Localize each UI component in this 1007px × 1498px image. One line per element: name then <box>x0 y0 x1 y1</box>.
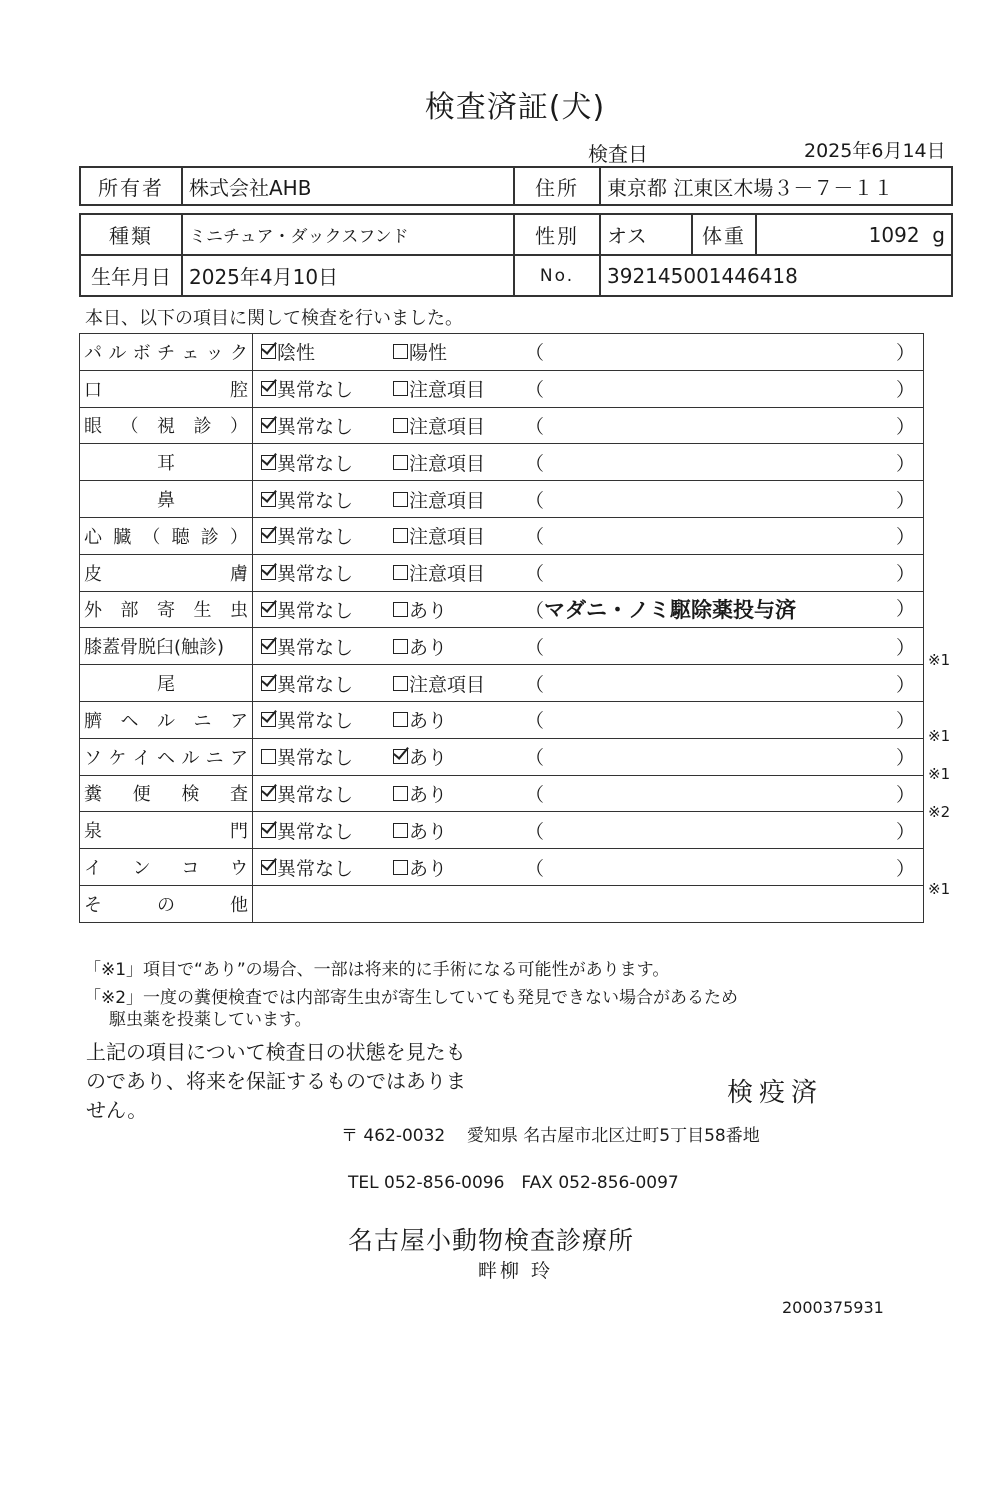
checkbox-icon[interactable] <box>393 712 408 727</box>
remarks-open: （ <box>525 489 545 512</box>
checkbox-icon[interactable] <box>393 823 408 838</box>
checkbox-icon[interactable] <box>393 381 408 396</box>
remarks-open: （ <box>525 820 545 843</box>
remarks-close: ） <box>895 379 915 402</box>
option-abnormal[interactable] <box>393 596 525 623</box>
option-normal-label: 異常なし <box>277 783 354 806</box>
option-abnormal-label: 注意項目 <box>409 673 486 696</box>
checkbox-icon[interactable] <box>393 860 408 875</box>
option-normal-label: 異常なし <box>277 636 354 659</box>
inspection-item-name <box>80 775 253 812</box>
remarks-close: ） <box>895 598 915 621</box>
remarks-close: ） <box>895 415 915 438</box>
inspection-item-name <box>80 665 253 702</box>
inspection-item-label: 糞 便 検 査 <box>84 784 248 806</box>
birth-value: 2025年4月10日 <box>182 255 514 296</box>
option-normal-label: 異常なし <box>277 820 354 843</box>
inspection-result <box>253 812 924 849</box>
inspection-item-label: パ ル ボ チ ェ ッ ク <box>84 342 248 364</box>
option-normal-label: 異常なし <box>277 710 354 733</box>
option-normal[interactable] <box>253 854 393 881</box>
option-abnormal[interactable] <box>393 486 525 513</box>
inspection-row-other <box>80 885 924 922</box>
remarks <box>525 449 923 476</box>
remarks-close: ） <box>895 783 915 806</box>
remarks <box>525 338 923 365</box>
inspection-item-name <box>80 812 253 849</box>
checkbox-icon[interactable] <box>393 492 408 507</box>
option-normal[interactable] <box>253 706 393 733</box>
inspection-result <box>253 370 924 407</box>
remarks-open: （ <box>525 747 545 770</box>
option-abnormal-label: 注意項目 <box>409 489 486 512</box>
remarks-open: （ <box>525 563 545 586</box>
option-normal[interactable] <box>253 780 393 807</box>
option-normal-label: 異常なし <box>277 747 354 770</box>
checkbox-icon[interactable] <box>261 381 276 396</box>
remarks <box>525 817 923 844</box>
option-normal-label: 異常なし <box>277 673 354 696</box>
option-abnormal[interactable] <box>393 522 525 549</box>
checkbox-icon[interactable] <box>261 823 276 838</box>
option-abnormal-label: あり <box>409 599 448 622</box>
inspection-result <box>253 628 924 665</box>
clinic-address: 愛知県 名古屋市北区辻町5丁目58番地 <box>466 1126 760 1146</box>
remarks <box>525 412 923 439</box>
page-title: 検査済証(犬) <box>424 90 606 125</box>
inspection-item-label: 心 臓 （ 聴 診 ） <box>84 526 248 548</box>
checkbox-icon[interactable] <box>261 749 276 764</box>
option-abnormal[interactable] <box>393 375 525 402</box>
option-abnormal-label: 注意項目 <box>409 379 486 402</box>
option-normal[interactable] <box>253 338 393 365</box>
remarks-close: ） <box>895 636 915 659</box>
remarks <box>525 670 923 697</box>
inspection-item-label: 皮 膚 <box>84 563 248 585</box>
inspection-item-name <box>80 738 253 775</box>
remarks-close: ） <box>895 452 915 475</box>
owner-value: 株式会社AHB <box>182 167 514 205</box>
option-abnormal-label: あり <box>409 636 448 659</box>
option-normal-label: 異常なし <box>277 379 354 402</box>
inspection-item-name <box>80 554 253 591</box>
option-normal[interactable] <box>253 412 393 439</box>
option-normal[interactable] <box>253 375 393 402</box>
option-abnormal[interactable] <box>393 633 525 660</box>
inspection-result <box>253 444 924 481</box>
inspection-row <box>80 481 924 518</box>
inspection-item-label: 外 部 寄 生 虫 <box>84 600 248 622</box>
inspection-item-name <box>80 444 253 481</box>
inspection-item-label: 眼 （ 視 診 ） <box>84 416 248 438</box>
inspection-result <box>253 701 924 738</box>
inspection-row <box>80 701 924 738</box>
remarks-open: （ <box>525 452 545 475</box>
exam-date: 2025年6月14日 <box>804 140 946 162</box>
inspection-result <box>253 334 924 371</box>
inspection-result <box>253 407 924 444</box>
footnote-2-line2: 駆虫薬を投薬しています。 <box>109 1010 312 1030</box>
checkbox-icon[interactable] <box>261 344 276 359</box>
no-value: 392145001446418 <box>600 255 952 296</box>
option-abnormal[interactable] <box>393 338 525 365</box>
pet-table <box>79 213 953 297</box>
remarks-text: マダニ・ノミ駆除薬投与済 <box>544 598 797 623</box>
footnote-1: 「※1」項目で“あり”の場合、一部は将来的に手術になる可能性があります。 <box>84 960 670 980</box>
weight-label: 体重 <box>692 214 756 255</box>
checkbox-icon[interactable] <box>261 418 276 433</box>
inspection-row <box>80 444 924 481</box>
option-abnormal[interactable] <box>393 780 525 807</box>
remarks-open: （ <box>525 673 545 696</box>
inspection-row <box>80 334 924 371</box>
remarks-close: ） <box>895 526 915 549</box>
veterinarian-name: 畔柳 玲 <box>478 1260 554 1282</box>
inspection-item-label: 口 腔 <box>84 379 248 401</box>
option-normal-label: 異常なし <box>277 489 354 512</box>
checkbox-icon[interactable] <box>393 639 408 654</box>
remarks-open: （ <box>525 526 545 549</box>
remarks-close: ） <box>895 710 915 733</box>
inspection-item-label: 臍 ヘ ル ニ ア <box>84 710 248 732</box>
checkbox-icon[interactable] <box>261 712 276 727</box>
inspection-item-label: 鼻 <box>157 490 175 512</box>
inspection-item-name <box>80 334 253 371</box>
clinic-name: 名古屋小動物検査診療所 <box>348 1226 635 1255</box>
checkbox-icon[interactable] <box>393 786 408 801</box>
intro-text: 本日、以下の項目に関して検査を行いました。 <box>85 308 463 329</box>
checkbox-icon[interactable] <box>393 418 408 433</box>
option-normal[interactable] <box>253 743 393 770</box>
inspection-result <box>253 665 924 702</box>
clinic-tel-fax: TEL 052-856-0096 FAX 052-856-0097 <box>348 1173 679 1193</box>
option-abnormal[interactable] <box>393 559 525 586</box>
no-label: No. <box>514 255 600 296</box>
other-value[interactable] <box>253 885 924 922</box>
inspection-item-name <box>80 517 253 554</box>
footnote-2-line1: 「※2」一度の糞便検査では内部寄生虫が寄生していても発見できない場合があるため <box>84 988 739 1008</box>
inspection-row <box>80 370 924 407</box>
remarks-close: ） <box>895 857 915 880</box>
inspection-item-label: 耳 <box>157 453 175 475</box>
option-abnormal[interactable] <box>393 670 525 697</box>
option-abnormal-label: あり <box>409 710 448 733</box>
remarks-open: （ <box>525 415 545 438</box>
inspection-item-name <box>80 849 253 886</box>
inspection-item-label: 泉 門 <box>84 821 248 843</box>
inspection-row <box>80 738 924 775</box>
option-normal[interactable] <box>253 817 393 844</box>
inspection-row <box>80 517 924 554</box>
checkbox-icon[interactable] <box>261 565 276 580</box>
option-abnormal-label: 注意項目 <box>409 452 486 475</box>
option-abnormal-label: 注意項目 <box>409 526 486 549</box>
option-abnormal-label: 注意項目 <box>409 563 486 586</box>
birth-label: 生年月日 <box>80 255 182 296</box>
checkbox-icon[interactable] <box>261 455 276 470</box>
inspection-row <box>80 628 924 665</box>
option-normal-label: 異常なし <box>277 415 354 438</box>
address-label: 住所 <box>514 167 600 205</box>
remarks-close: ） <box>895 563 915 586</box>
owner-label: 所有者 <box>80 167 182 205</box>
inspection-result <box>253 738 924 775</box>
remarks-close: ） <box>895 342 915 365</box>
inspection-item-label: 膝蓋骨脱臼(触診) <box>84 637 225 659</box>
option-normal-label: 異常なし <box>277 526 354 549</box>
remarks-close: ） <box>895 820 915 843</box>
other-label: そ の 他 <box>84 894 248 916</box>
inspection-item-name <box>80 628 253 665</box>
breed-value: ミニチュア・ダックスフンド <box>182 214 514 255</box>
remarks <box>525 743 923 770</box>
option-abnormal[interactable] <box>393 743 525 770</box>
inspection-table <box>79 333 924 923</box>
footnote-mark: ※2 <box>928 803 951 822</box>
inspection-item-label: 尾 <box>157 674 175 696</box>
option-abnormal-label: あり <box>409 820 448 843</box>
inspection-result <box>253 849 924 886</box>
sex-value: オス <box>600 214 692 255</box>
breed-label: 種類 <box>80 214 182 255</box>
remarks-open: （ <box>525 342 545 365</box>
inspection-item-label: ソ ケ イ ヘ ル ニ ア <box>84 747 248 769</box>
footnote-mark: ※1 <box>928 765 951 784</box>
option-normal[interactable] <box>253 596 393 623</box>
remarks <box>525 486 923 513</box>
option-abnormal-label: 注意項目 <box>409 415 486 438</box>
postal-code: 〒 462-0032 <box>341 1126 446 1146</box>
remarks-open: （ <box>525 710 545 733</box>
inspection-result <box>253 591 924 628</box>
disclaimer: 上記の項目について検査日の状態を見たものであり、将来を保証するものではありません。 <box>86 1040 466 1122</box>
checkbox-icon[interactable] <box>261 602 276 617</box>
option-abnormal[interactable] <box>393 706 525 733</box>
option-abnormal[interactable] <box>393 412 525 439</box>
option-abnormal-label: あり <box>409 747 448 770</box>
remarks <box>525 706 923 733</box>
inspection-item-name <box>80 370 253 407</box>
inspection-row <box>80 665 924 702</box>
checkbox-icon[interactable] <box>261 492 276 507</box>
remarks-close: ） <box>895 489 915 512</box>
remarks <box>525 780 923 807</box>
checkbox-icon[interactable] <box>393 676 408 691</box>
remarks-open: （マダニ・ノミ駆除薬投与済 <box>525 598 797 623</box>
inspection-row <box>80 591 924 628</box>
remarks <box>525 854 923 881</box>
checkbox-icon[interactable] <box>393 528 408 543</box>
option-normal-label: 異常なし <box>277 452 354 475</box>
option-normal-label: 異常なし <box>277 563 354 586</box>
checkbox-icon[interactable] <box>261 528 276 543</box>
inspection-result <box>253 517 924 554</box>
inspection-result <box>253 554 924 591</box>
remarks-close: ） <box>895 673 915 696</box>
quarantine-stamp: 検疫済 <box>727 1078 824 1108</box>
footnote-mark: ※1 <box>928 879 951 898</box>
remarks <box>525 559 923 586</box>
option-abnormal[interactable] <box>393 449 525 476</box>
inspection-item-name <box>80 481 253 518</box>
footnote-mark: ※1 <box>928 727 951 745</box>
inspection-row <box>80 554 924 591</box>
checkbox-icon[interactable] <box>261 639 276 654</box>
option-abnormal-label: あり <box>409 857 448 880</box>
remarks-open: （ <box>525 783 545 806</box>
checkbox-icon[interactable] <box>393 565 408 580</box>
checkbox-icon[interactable] <box>393 749 408 764</box>
remarks-open: （ <box>525 857 545 880</box>
remarks-open: （ <box>525 379 545 402</box>
serial-number: 2000375931 <box>782 1298 884 1317</box>
remarks <box>525 594 923 624</box>
option-normal[interactable] <box>253 633 393 660</box>
checkbox-icon[interactable] <box>393 455 408 470</box>
checkbox-icon[interactable] <box>261 676 276 691</box>
remarks <box>525 633 923 660</box>
clinic-address-line <box>341 1121 760 1146</box>
weight-unit: g <box>932 222 945 247</box>
inspection-row <box>80 407 924 444</box>
owner-address: 東京都 江東区木場３－７－１１ <box>600 167 952 205</box>
option-abnormal[interactable] <box>393 817 525 844</box>
option-abnormal-label: 陽性 <box>409 342 448 365</box>
inspection-item-name <box>80 885 253 922</box>
option-normal-label: 陰性 <box>277 342 316 365</box>
inspection-item-name <box>80 701 253 738</box>
weight-cell <box>756 214 952 255</box>
checkbox-icon[interactable] <box>393 602 408 617</box>
option-normal-label: 異常なし <box>277 599 354 622</box>
inspection-row <box>80 849 924 886</box>
checkbox-icon[interactable] <box>261 860 276 875</box>
option-normal[interactable] <box>253 670 393 697</box>
inspection-item-name <box>80 591 253 628</box>
option-abnormal[interactable] <box>393 854 525 881</box>
inspection-item-name <box>80 407 253 444</box>
option-normal-label: 異常なし <box>277 857 354 880</box>
inspection-result <box>253 481 924 518</box>
footnote-mark: ※1 <box>928 650 951 669</box>
option-normal[interactable] <box>253 449 393 476</box>
owner-table <box>79 166 953 206</box>
option-normal[interactable] <box>253 522 393 549</box>
checkbox-icon[interactable] <box>393 344 408 359</box>
remarks <box>525 522 923 549</box>
inspection-row <box>80 812 924 849</box>
inspection-result <box>253 775 924 812</box>
option-normal[interactable] <box>253 486 393 513</box>
checkbox-icon[interactable] <box>261 786 276 801</box>
option-normal[interactable] <box>253 559 393 586</box>
exam-date-label: 検査日 <box>588 142 648 166</box>
remarks-open: （ <box>525 636 545 659</box>
inspection-item-label: イ ン コ ウ <box>84 858 248 880</box>
sex-label: 性別 <box>514 214 600 255</box>
inspection-row <box>80 775 924 812</box>
weight-value: 1092 <box>868 222 920 247</box>
option-abnormal-label: あり <box>409 783 448 806</box>
remarks-close: ） <box>895 747 915 770</box>
remarks <box>525 375 923 402</box>
